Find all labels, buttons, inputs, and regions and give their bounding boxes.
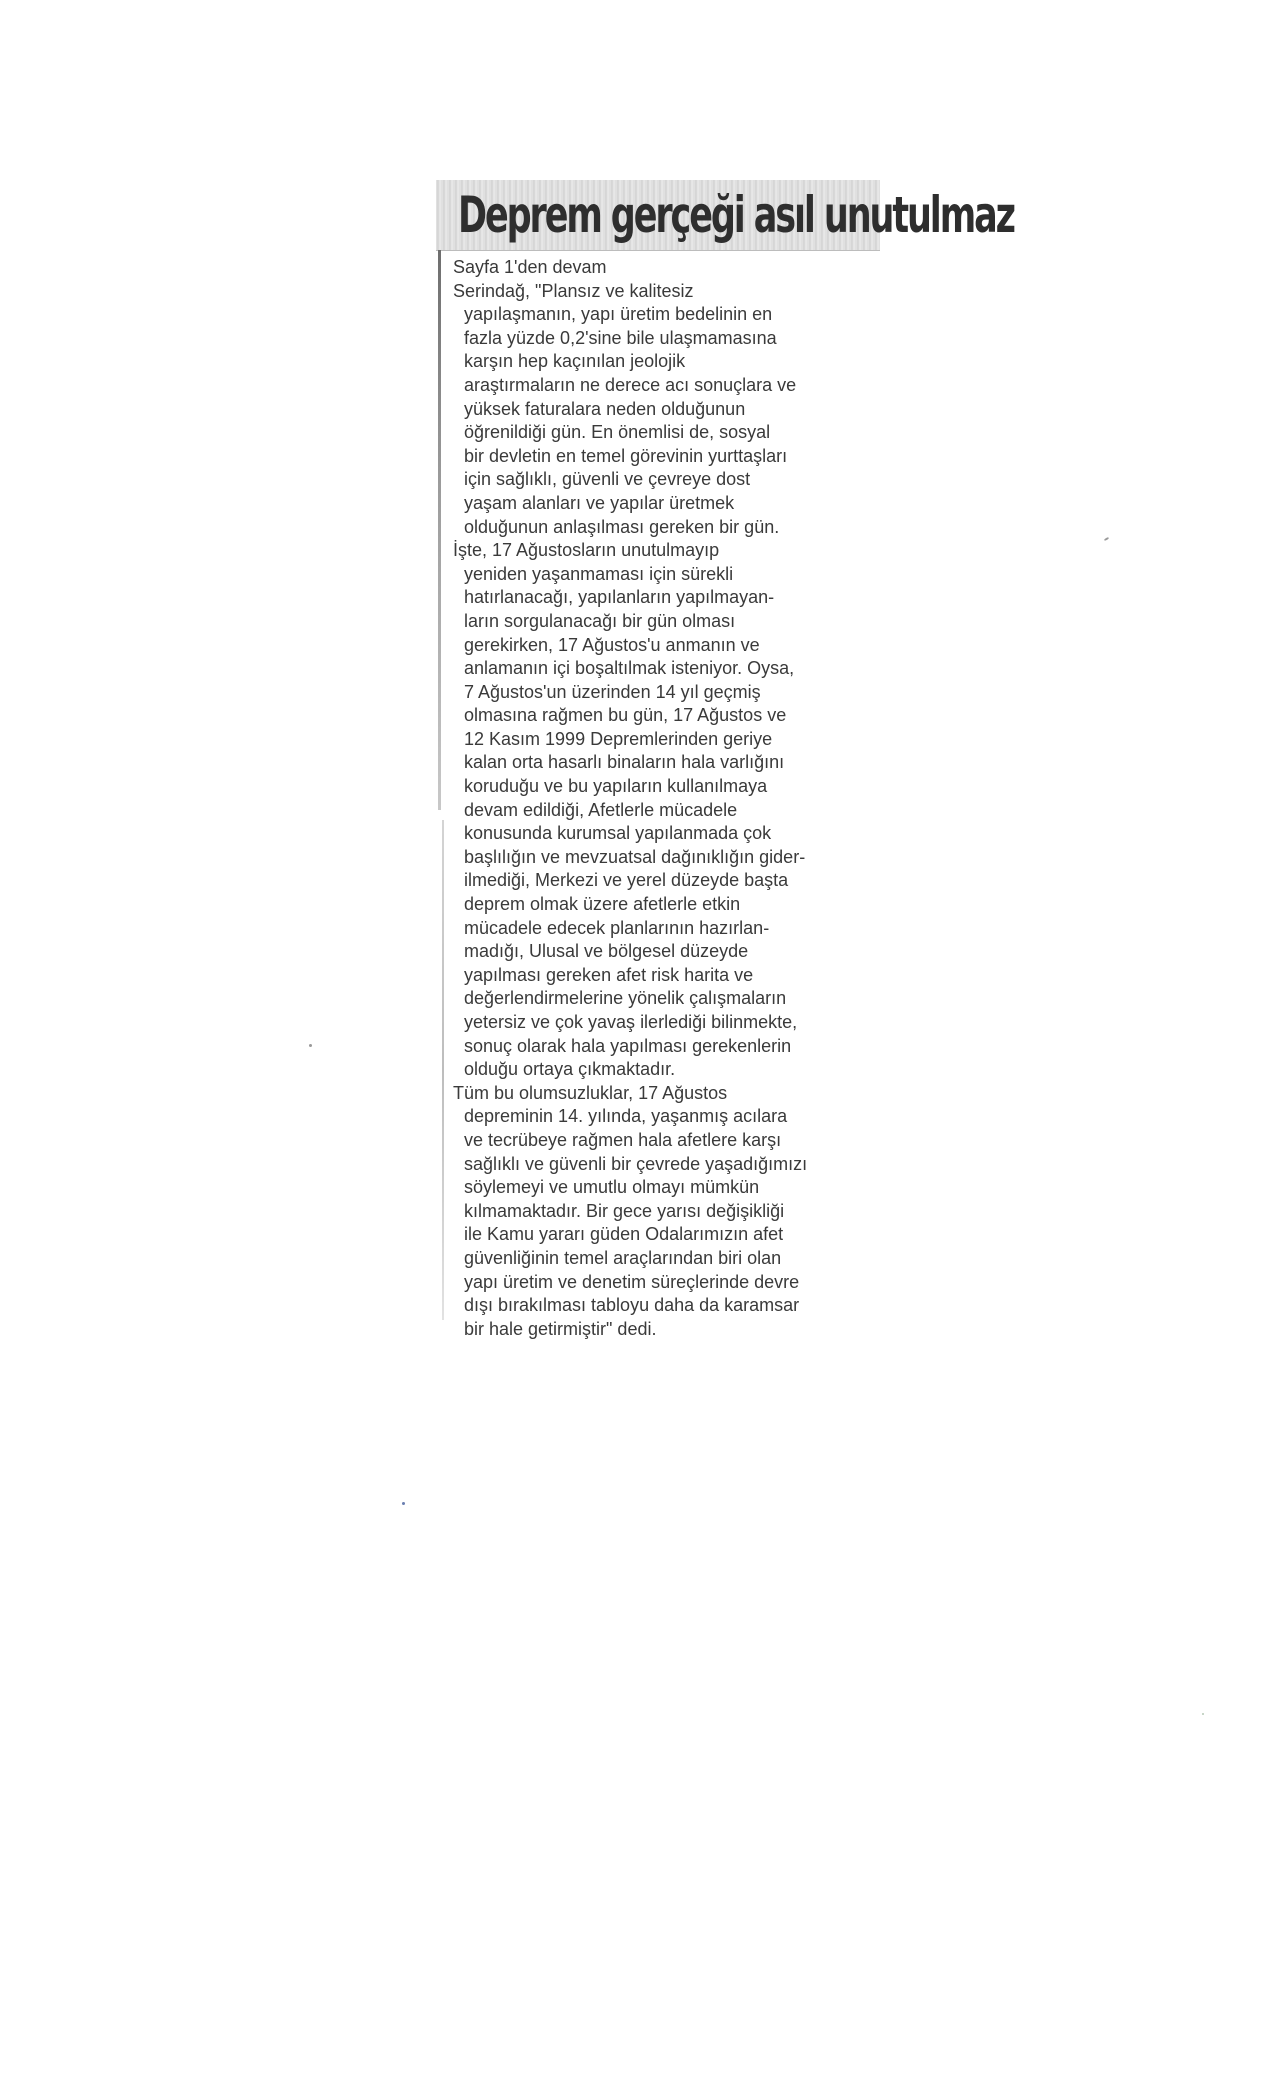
article-line: sonuç olarak hala yapılması gerekenlerin <box>464 1035 792 1056</box>
article-line: yapılaşmanın, yapı üretim bedelinin en <box>464 304 773 325</box>
article-paragraph <box>453 280 873 540</box>
article-line: bir hale getirmiştir" dedi. <box>464 1318 657 1339</box>
article-line: olduğunun anlaşılması gereken bir gün. <box>464 516 780 537</box>
article-line: konusunda kurumsal yapılanmada çok <box>464 823 772 844</box>
scan-speck <box>402 1502 405 1505</box>
article-line: devam edildiği, Afetlerle mücadele <box>464 799 738 820</box>
article-line: güvenliğinin temel araçlarından biri olan <box>464 1247 782 1268</box>
article-line: depreminin 14. yılında, yaşanmış acılara <box>464 1106 788 1127</box>
article-line: mücadele edecek planlarının hazırlan- <box>464 917 770 938</box>
column-rule-lower <box>442 820 444 1320</box>
article-paragraph <box>453 256 873 280</box>
article-line: ilmediği, Merkezi ve yerel düzeyde başta <box>464 870 789 891</box>
article-line: kalan orta hasarlı binaların hala varlığını <box>464 752 785 773</box>
article-line: yeniden yaşanmaması için sürekli <box>464 563 734 584</box>
article-line: 7 Ağustos'un üzerinden 14 yıl geçmiş <box>464 681 761 702</box>
article-line: Serindağ, "Plansız ve kalitesiz <box>453 280 694 301</box>
article-line: gerekirken, 17 Ağustos'u anmanın ve <box>464 634 760 655</box>
scan-speck <box>309 1044 312 1047</box>
article-line: anlamanın içi boşaltılmak isteniyor. Oysa, <box>464 658 795 679</box>
article-line: koruduğu ve bu yapıların kullanılmaya <box>464 776 768 797</box>
article-line: karşın hep kaçınılan jeolojik <box>464 351 686 372</box>
article-line: İşte, 17 Ağustosların unutulmayıp <box>453 540 720 561</box>
article-line: madığı, Ulusal ve bölgesel düzeyde <box>464 941 749 962</box>
article-line: değerlendirmelerine yönelik çalışmaların <box>464 988 787 1009</box>
article-line: ve tecrübeye rağmen hala afetlere karşı <box>464 1129 782 1150</box>
article-line: olmasına rağmen bu gün, 17 Ağustos ve <box>464 705 787 726</box>
article-line: yapı üretim ve denetim süreçlerinde devre <box>464 1271 800 1292</box>
article-line: ile Kamu yararı güden Odalarımızın afet <box>464 1224 784 1245</box>
headline-band <box>436 180 1014 251</box>
article-line: kılmamaktadır. Bir gece yarısı değişikliği <box>464 1200 785 1221</box>
article-line: deprem olmak üzere afetlerle etkin <box>464 894 741 915</box>
article-line: araştırmaların ne derece acı sonuçlara ve <box>464 374 797 395</box>
article-line: başlılığın ve mevzuatsal dağınıklığın gider- <box>464 846 806 867</box>
article-line: hatırlanacağı, yapılanların yapılmayan- <box>464 587 775 608</box>
article-body <box>453 256 873 1341</box>
article-paragraph <box>453 1082 873 1342</box>
article-line: ların sorgulanacağı bir gün olması <box>464 610 736 631</box>
article-line: fazla yüzde 0,2'sine bile ulaşmamasına <box>464 327 777 348</box>
article-line: söylemeyi ve umutlu olmayı mümkün <box>464 1177 760 1198</box>
article-line: bir devletin en temel görevinin yurttaşları <box>464 445 788 466</box>
article-line: öğrenildiği gün. En önemlisi de, sosyal <box>464 422 771 443</box>
scan-speck <box>1202 1713 1204 1715</box>
newspaper-clipping <box>436 180 1014 1352</box>
article-line: Sayfa 1'den devam <box>453 257 607 277</box>
article-headline: Deprem gerçeği asıl unutulmaz <box>458 186 1014 244</box>
article-line: Tüm bu olumsuzluklar, 17 Ağustos <box>453 1082 728 1103</box>
article-line: 12 Kasım 1999 Depremlerinden geriye <box>464 728 773 749</box>
column-rule <box>438 250 441 810</box>
article-line: sağlıklı ve güvenli bir çevrede yaşadığımızı <box>464 1153 808 1174</box>
article-line: yüksek faturalara neden olduğunun <box>464 398 746 419</box>
article-line: dışı bırakılması tabloyu daha da karamsar <box>464 1295 800 1316</box>
article-paragraph <box>453 539 873 1082</box>
article-line: yapılması gereken afet risk harita ve <box>464 964 754 985</box>
scan-speck <box>1104 537 1109 541</box>
article-line: yaşam alanları ve yapılar üretmek <box>464 492 735 513</box>
article-line: olduğu ortaya çıkmaktadır. <box>464 1059 676 1080</box>
article-line: için sağlıklı, güvenli ve çevreye dost <box>464 469 751 490</box>
article-line: yetersiz ve çok yavaş ilerlediği bilinmekte, <box>464 1012 798 1032</box>
